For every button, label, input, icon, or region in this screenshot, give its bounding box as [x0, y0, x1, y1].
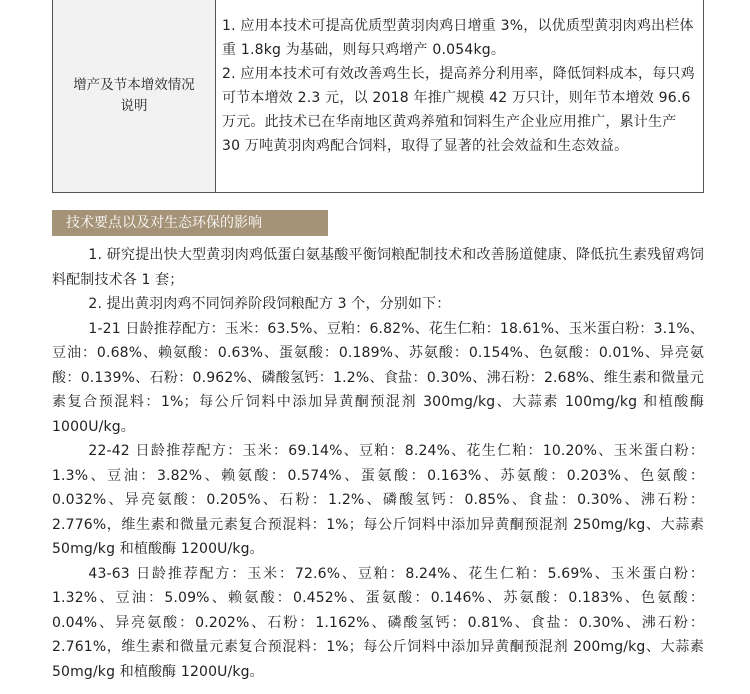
body-paragraph-3: 1-21 日龄推荐配方：玉米：63.5%、豆粕：6.82%、花生仁粕：18.61%、玉米蛋白粉：3.1%、豆油：0.68%、赖氨酸：0.63%、蛋氨酸：0.189%、苏氨酸：0.154%、色氨酸：0.01%、异亮氨酸：0.139%、石粉：0.962%、磷酸氢钙：1.2%、食盐：0.30%、沸石粉：2.68%、维生素和微量元素复合预混料：1%；每公斤饲料中添加异黄酮预混剂 300mg/kg、大蒜素 100mg/kg 和植酸酶 1000U/kg。 — [52, 320, 704, 435]
benefit-table — [52, 0, 704, 193]
body-paragraph-5: 43-63 日龄推荐配方：玉米：72.6%、豆粕：8.24%、花生仁粕：5.69%、玉米蛋白粉：1.32%、豆油：5.09%、赖氨酸：0.452%、蛋氨酸：0.146%、苏氨酸：0.183%、色氨酸：0.04%、异亮氨酸：0.202%、石粉：1.162%、磷酸氢钙：0.81%、食盐：0.30%、沸石粉：2.761%，维生素和微量元素复合预混料：1%；每公斤饲料中添加异黄酮预混剂 200mg/kg、大蒜素 50mg/kg 和植酸酶 1200U/kg。 — [52, 565, 704, 680]
body-paragraph-2: 2. 提出黄羽肉鸡不同饲养阶段饲粮配方 3 个，分别如下： — [88, 296, 451, 312]
body-paragraph-1: 1. 研究提出快大型黄羽肉鸡低蛋白氨基酸平衡饲粮配制技术和改善肠道健康、降低抗生素残留鸡饲料配制技术各 1 套； — [52, 247, 704, 288]
table-paragraph-1: 1. 应用本技术可提高优质型黄羽肉鸡日增重 3%，以优质型黄羽肉鸡出栏体重 1.8kg 为基础，则每只鸡增产 0.054kg。 — [222, 18, 694, 58]
body-paragraph-4: 22-42 日龄推荐配方：玉米：69.14%、豆粕：8.24%、花生仁粕：10.20%、玉米蛋白粉：1.3%、豆油：3.82%、赖氨酸：0.574%、蛋氨酸：0.163%、苏氨酸：0.203%、色氨酸：0.032%、异亮氨酸：0.205%、石粉：1.2%、磷酸氢钙：0.85%、食盐：0.30%、沸石粉：2.776%，维生素和微量元素复合预混料：1%；每公斤饲料中添加异黄酮预混剂 250mg/kg、大蒜素 50mg/kg 和植酸酶 1200U/kg。 — [52, 443, 704, 557]
table-label-cell — [53, 0, 216, 192]
table-content-cell — [216, 0, 703, 192]
section-header: 技术要点以及对生态环保的影响 — [52, 210, 328, 236]
table-paragraph-2: 2. 应用本技术可有效改善鸡生长，提高养分利用率，降低饲料成本，每只鸡可节本增效 2.3 元，以 2018 年推广规模 42 万只计，则年节本增效 96.6 万元。此技术已在华南地区黄鸡养殖和饲料生产企业应用推广，累计生产 30 万吨黄羽肉鸡配合饲料，取得了显著的社会效益和生态效益。 — [222, 66, 695, 154]
body-text — [52, 243, 704, 684]
table-label-line2: 说明 — [120, 98, 148, 114]
table-label-line1: 增产及节本增效情况 — [73, 77, 195, 93]
